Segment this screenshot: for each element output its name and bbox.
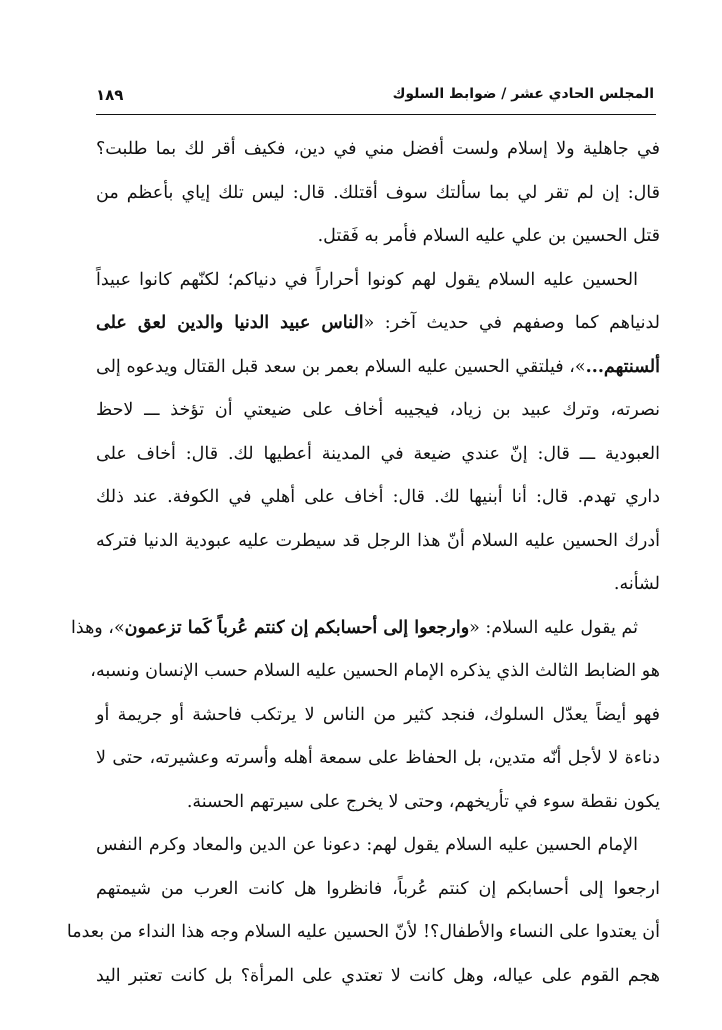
text-line [96,433,660,477]
text-run: أدرك الحسين عليه السلام أنّ هذا الرجل قد سيطرت عليه عبودية الدنيا فتركه [96,530,660,551]
text-line [90,650,660,694]
text-line [96,259,660,303]
text-line [71,607,660,651]
text-run: داري تهدم. قال: أنا أبنيها لك. قال: أخاف على أهلي في الكوفة. عند ذلك [96,487,660,507]
text-run: الحسين عليه السلام يقول لهم كونوا أحراراً في دنياكم؛ لكنّهم كانوا عبيداً [96,269,638,290]
text-line [96,476,660,520]
text-run: يكون نقطة سوء في تأريخهم، وحتى لا يخرج على سيرتهم الحسنة. [186,791,660,812]
bold-quote: وارجعوا إلى أحسابكم إن كنتم عُرباً كَما تزعمون [124,617,470,638]
text-run: العبودية ـــ قال: إنّ عندي ضيعة في المدينة أعطيها لك. قال: أخاف على [96,443,660,464]
text-line [96,868,660,912]
text-run: لشأنه. [613,574,660,594]
text-line [96,128,660,172]
text-run: نصرته، وترك عبيد بن زياد، فيجيبه أخاف على ضيعتي أن تؤخذ ـــ لاحظ [96,400,660,420]
text-run: الإمام الحسين عليه السلام يقول لهم: دعونا عن الدين والمعاد وكرم النفس [96,835,638,855]
text-run: في جاهلية ولا إسلام ولست أفضل مني في دين، فكيف أقر لك بما طلبت؟ [96,139,660,159]
text-run: »، وهذا [71,617,125,638]
text-run: فهو أيضاً يعدّل السلوك، فنجد كثير من الناس لا يرتكب فاحشة أو جريمة أو [96,704,660,725]
text-line [96,346,660,390]
text-run: ارجعوا إلى أحسابكم إن كنتم عُرباً، فانظروا هل كانت العرب من شيمتهم [96,878,660,899]
text-run: دناءة لا لأجل أنّه متدين، بل الحفاظ على سمعة أهله وأسرته وعشيرته، حتى لا [96,748,660,768]
text-line [96,737,660,781]
text-run: هجم القوم على عياله، وهل كانت لا تعتدي على المرأة؟ بل كانت تعتبر اليد [96,965,660,986]
text-line [96,824,660,868]
text-run: قال: إن لم تقر لي بما سألتك سوف أقتلك. قال: ليس تلك إياي بأعظم من [96,182,660,203]
bold-quote: ألسنتهم... [585,356,660,377]
text-run: قتل الحسين بن علي عليه السلام فأمر به فَقتل. [317,226,660,246]
text-line [96,781,660,825]
text-line [96,520,660,564]
page-number: ١٨٩ [96,86,124,104]
text-line [96,389,660,433]
text-run: هو الضابط الثالث الذي يذكره الإمام الحسين عليه السلام حسب الإنسان ونسبه، [90,661,660,681]
body-text [66,128,661,998]
header-divider [96,114,656,115]
bold-quote: الناس عبيد الدنيا والدين لعق على [96,313,364,333]
text-line [96,955,660,999]
text-line [96,215,660,259]
text-run: أن يعتدوا على النساء والأطفال؟! لأنّ الحسين عليه السلام وجه هذا النداء من بعدما [66,922,660,942]
page-header [96,80,654,110]
text-line [96,172,660,216]
running-title: المجلس الحادي عشر / ضوابط السلوك [392,86,654,102]
text-line [96,302,660,346]
text-line [96,563,660,607]
text-run: ثم يقول عليه السلام: « [469,617,638,638]
text-run: لدنياهم كما وصفهم في حديث آخر: « [363,313,661,333]
text-line [66,911,660,955]
text-line [96,694,660,738]
text-run: »، فيلتقي الحسين عليه السلام بعمر بن سعد قبل القتال ويدعوه إلى [96,356,586,377]
